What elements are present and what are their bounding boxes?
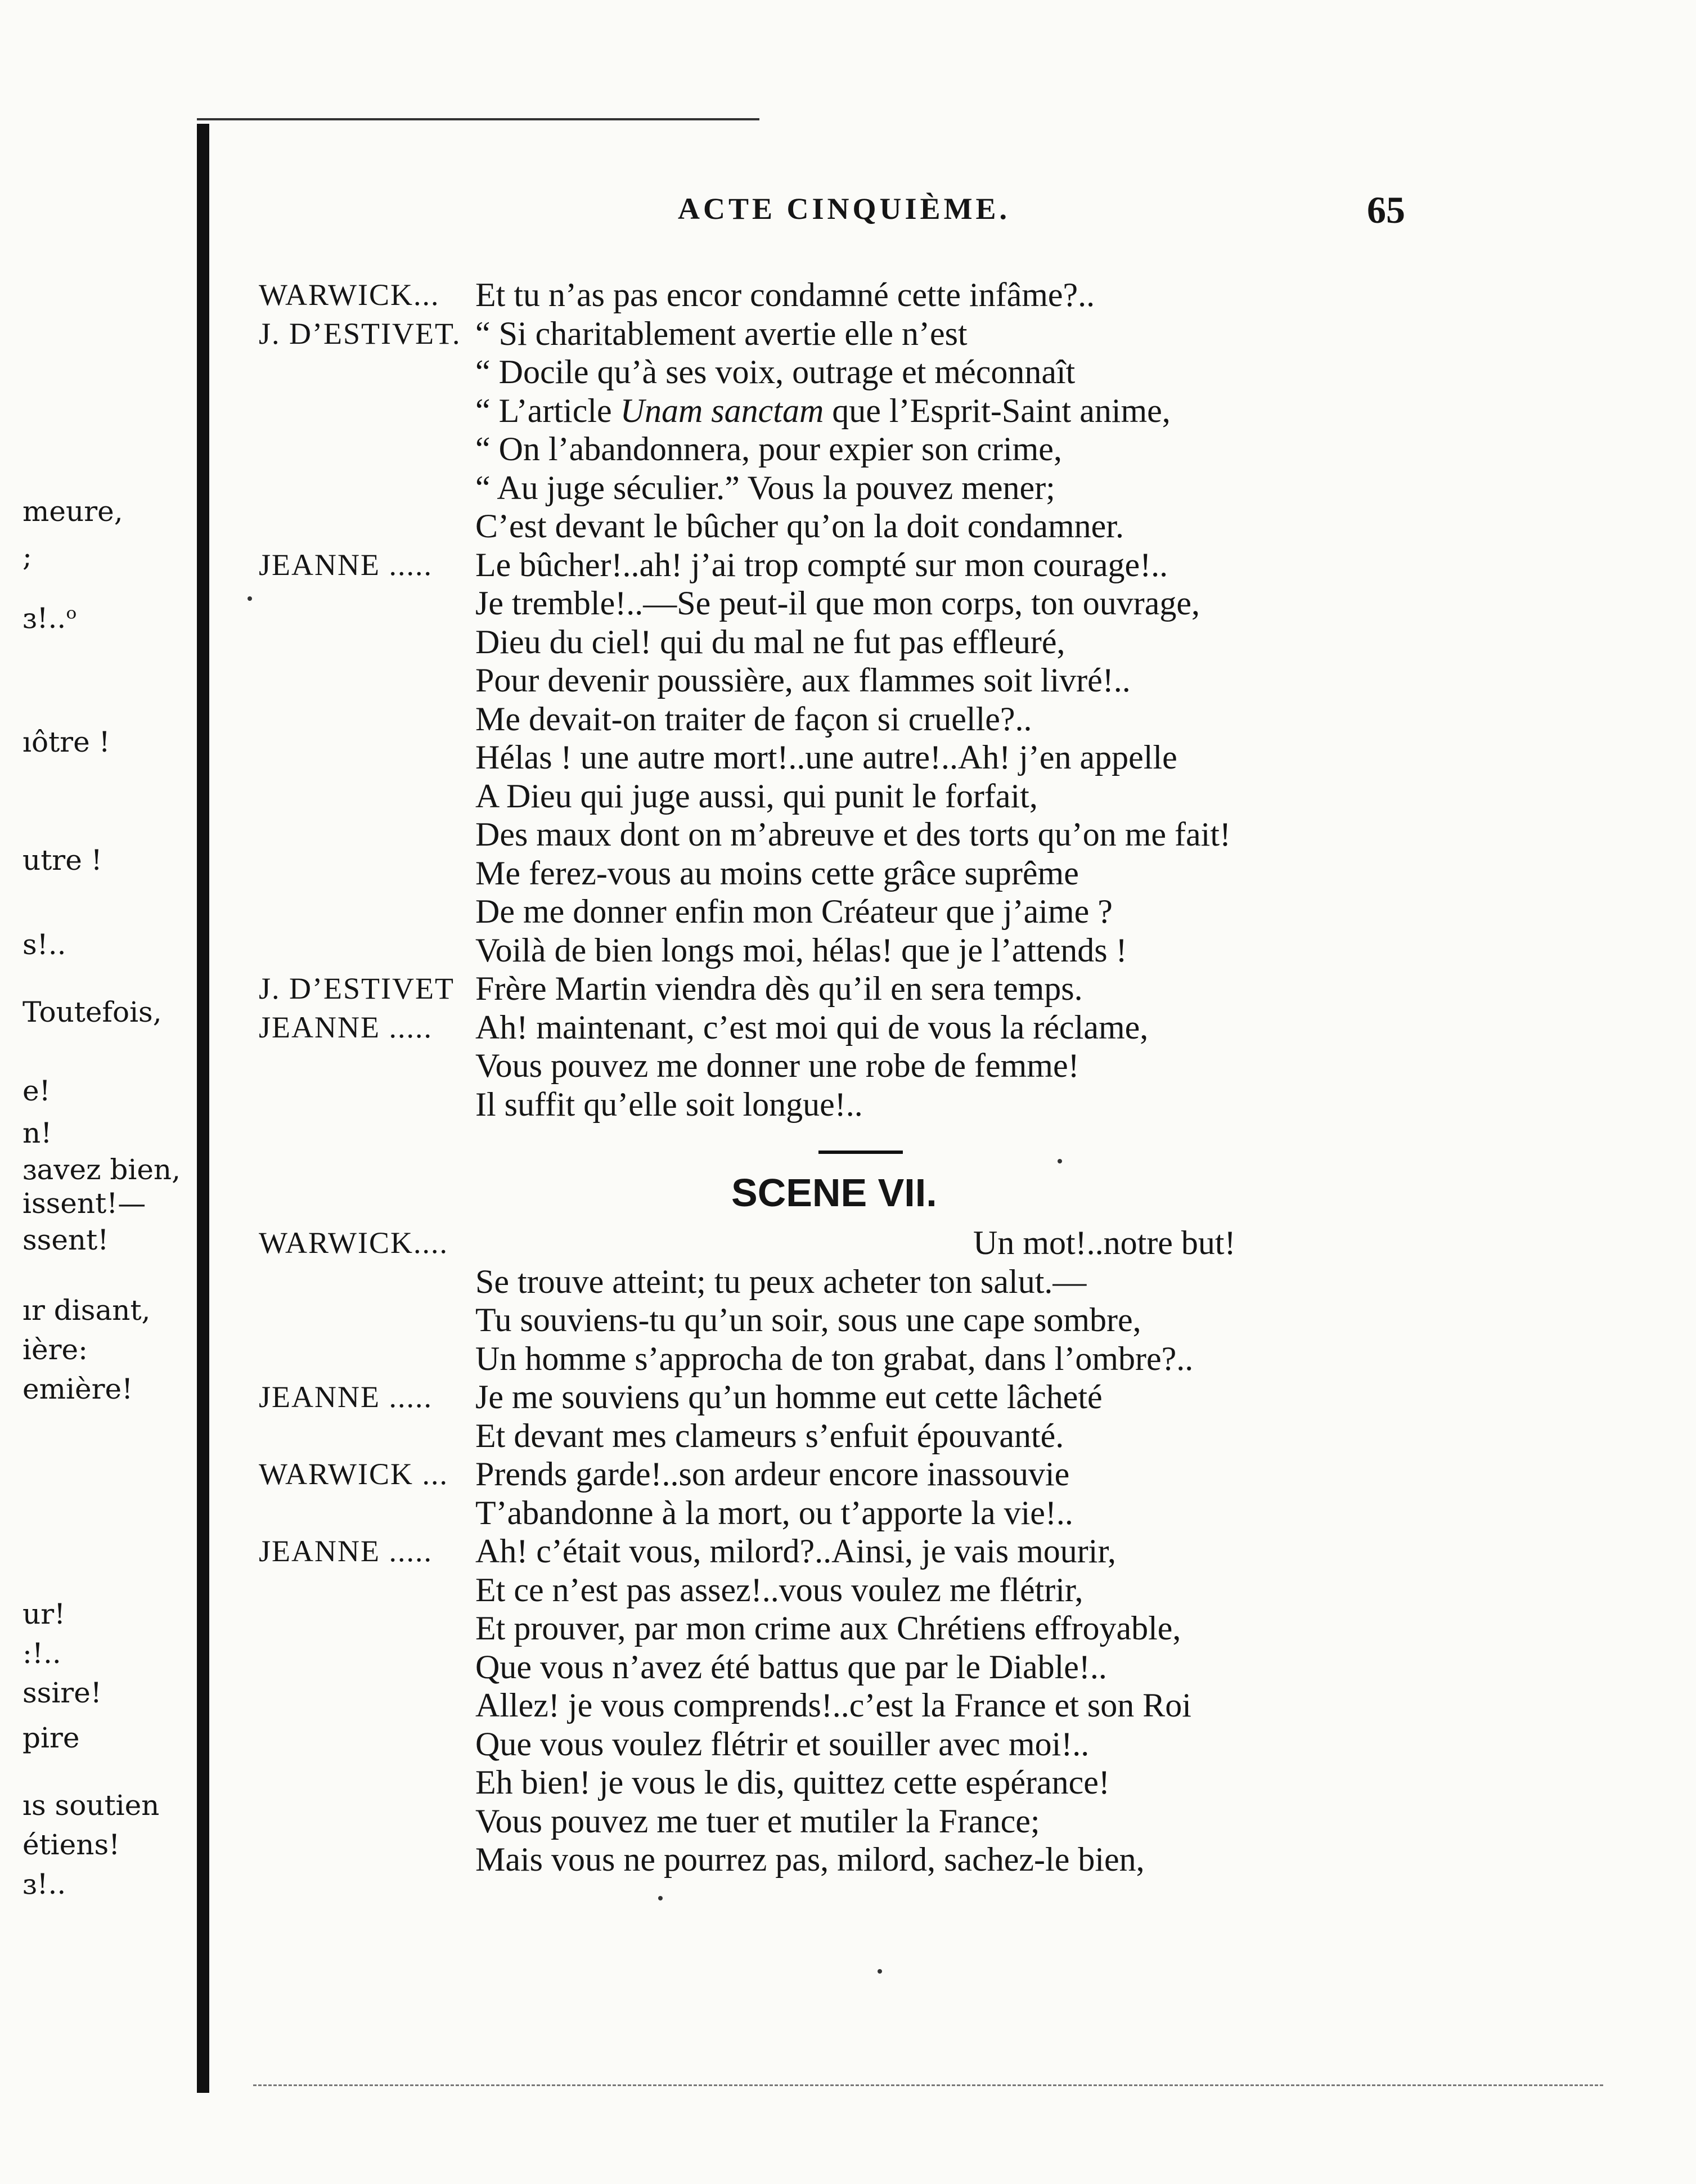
facing-page-fragment: ssire! [23,1677,102,1709]
facing-page-fragment: Toutefois, [23,996,162,1028]
verse-text: “ Docile qu’à ses voix, outrage et méconnaît [475,353,1076,390]
verse-line [0,507,1696,545]
scene-title: SCENE VII. [731,1171,937,1215]
facing-page-fragment: ıôtre ! [23,726,110,758]
verse-line [0,469,1696,507]
verse-text: De me donner enfin mon Créateur que j’aime ? [475,893,1113,930]
verse-text: Dieu du ciel! qui du mal ne fut pas effleuré, [475,623,1065,660]
verse-text: Frère Martin viendra dès qu’il en sera temps. [475,970,1083,1007]
verse-line [0,1046,1696,1085]
verse-line [0,392,1696,430]
verse-line [0,430,1696,468]
verse-text: Le bûcher!..ah! j’ai trop compté sur mon courage!.. [475,546,1168,583]
verse-line [0,700,1696,738]
verse-text: “ Si charitablement avertie elle n’est [475,314,968,352]
verse-text: Je tremble!..—Se peut-il que mon corps, ton ouvrage, [475,585,1200,622]
verse-text-continuation: Un mot!..notre but! [973,1224,1236,1261]
facing-page-fragment: ır disant, [23,1294,151,1327]
scene-divider-rule [818,1151,903,1154]
verse-text: Ah! maintenant, c’est moi qui de vous la réclame, [475,1008,1149,1046]
verse-line [0,276,1696,314]
facing-page-fragment: ur! [23,1598,66,1630]
verse-line [0,1840,1696,1879]
verse-line [0,661,1696,699]
speaker-name: J. D’ESTIVET. [259,316,461,350]
facing-page-fragment: ssent! [23,1224,109,1256]
verse-line [0,1301,1696,1339]
verse-text: Pour devenir poussière, aux flammes soit livré!.. [475,662,1131,699]
verse-line [0,1417,1696,1455]
verse-text: Que vous n’avez été battus que par le Diable!.. [475,1648,1107,1686]
verse-text: Se trouve atteint; tu peux acheter ton salut.— [475,1262,1087,1300]
verse-text: Et prouver, par mon crime aux Chrétiens effroyable, [475,1610,1181,1647]
speaker-name: JEANNE ..... [259,1010,433,1044]
speaker-name: JEANNE ..... [259,1534,433,1568]
verse-text: Me devait-on traiter de façon si cruelle?.. [475,700,1032,738]
verse-line [0,1802,1696,1840]
verse-text: “ Au juge séculier.” Vous la pouvez mener; [475,469,1055,506]
facing-page-fragment: ɜ!..ᵒ [23,602,77,635]
verse-line [0,738,1696,776]
verse-text: A Dieu qui juge aussi, qui punit le forfait, [475,777,1038,815]
verse-text: “ L’article Unam sanctam que l’Esprit-Saint anime, [475,392,1171,429]
facing-page-fragment: meure, [23,495,123,528]
page-top-edge [197,118,759,120]
facing-page-fragment: :!.. [23,1637,61,1670]
facing-page-fragment: pire [23,1722,80,1754]
verse-text: Me ferez-vous au moins cette grâce suprême [475,854,1079,892]
verse-text: Des maux dont on m’abreuve et des torts qu’on me fait! [475,816,1231,853]
verse-line [0,931,1696,969]
verse-text: Que vous voulez flétrir et souiller avec moi!.. [475,1725,1090,1763]
speaker-name: WARWICK.... [259,1226,448,1260]
verse-line [0,969,1696,1008]
verse-text: “ On l’abandonnera, pour expier son crime, [475,430,1062,468]
verse-text: Eh bien! je vous le dis, quittez cette espérance! [475,1764,1110,1801]
verse-text: Ah! c’était vous, milord?..Ainsi, je vais mourir, [475,1533,1117,1570]
facing-page-fragment: ; [23,540,32,573]
verse-line [0,777,1696,815]
facing-page-fragment: s!.. [23,928,66,961]
verse-line [0,1224,1696,1262]
verse-text: Et ce n’est pas assez!..vous voulez me flétrir, [475,1571,1083,1608]
verse-text: Et tu n’as pas encor condamné cette infâme?.. [475,276,1095,313]
speaker-name: JEANNE ..... [259,1380,433,1414]
running-title: ACTE CINQUIÈME. [678,192,1011,226]
facing-page-fragment: n! [23,1117,52,1149]
verse-line [0,546,1696,584]
verse-text: Allez! je vous comprends!..c’est la France et son Roi [475,1687,1191,1724]
verse-text: Voilà de bien longs moi, hélas! que je l’attends ! [475,931,1127,969]
verse-line [0,815,1696,853]
facing-page-fragment: ıs soutien [23,1789,160,1822]
verse-text: Mais vous ne pourrez pas, milord, sachez-le bien, [475,1841,1145,1878]
verse-text: Tu souviens-tu qu’un soir, sous une cape sombre, [475,1301,1141,1338]
verse-line [0,1725,1696,1763]
verse-text: Je me souviens qu’un homme eut cette lâcheté [475,1378,1103,1415]
verse-line [0,1262,1696,1301]
facing-page-fragment: étiens! [23,1828,120,1861]
facing-page-fragment: ɜavez bien, [23,1153,181,1186]
verse-text: Vous pouvez me tuer et mutiler la France; [475,1802,1040,1840]
verse-text: Il suffit qu’elle soit longue!.. [475,1085,863,1123]
page-number: 65 [1367,188,1405,231]
verse-text: Prends garde!..son ardeur encore inassouvie [475,1455,1070,1493]
speaker-name: WARWICK... [259,278,440,312]
verse-line [0,892,1696,931]
facing-page-fragment: ɜ!.. [23,1868,66,1900]
verse-text: Hélas ! une autre mort!..une autre!..Ah! j’en appelle [475,739,1177,776]
verse-line [0,1532,1696,1570]
verse-text: Vous pouvez me donner une robe de femme! [475,1047,1079,1084]
verse-line [0,353,1696,391]
verse-line [0,1378,1696,1416]
speaker-name: WARWICK ... [259,1457,448,1491]
verse-line [0,1085,1696,1124]
page-header [0,188,1696,236]
verse-text: C’est devant le bûcher qu’on la doit condamner. [475,507,1124,545]
verse-line [0,1494,1696,1532]
facing-page-fragment: emière! [23,1373,133,1405]
verse-line [0,1008,1696,1046]
verse-text: Un homme s’approcha de ton grabat, dans l’ombre?.. [475,1340,1194,1377]
facing-page-fragment: utre ! [23,844,102,877]
verse-line [0,1609,1696,1647]
speaker-name: J. D’ESTIVET [259,972,455,1005]
verse-text: T’abandonne à la mort, ou t’apporte la vie!.. [475,1494,1073,1531]
verse-line [0,854,1696,892]
verse-line [0,314,1696,353]
verse-line [0,1763,1696,1801]
verse-line [0,623,1696,661]
facing-page-fragment: e! [23,1075,51,1107]
verse-line [0,584,1696,622]
verse-text: Et devant mes clameurs s’enfuit épouvanté. [475,1417,1064,1454]
verse-line [0,1455,1696,1493]
verse-line [0,1686,1696,1724]
facing-page-fragment: issent!— [23,1187,146,1220]
speaker-name: JEANNE ..... [259,547,433,582]
verse-line [0,1340,1696,1378]
facing-page-fragment: ière: [23,1333,88,1366]
bottom-rule [253,2084,1603,2088]
verse-line [0,1648,1696,1686]
verse-line [0,1571,1696,1609]
